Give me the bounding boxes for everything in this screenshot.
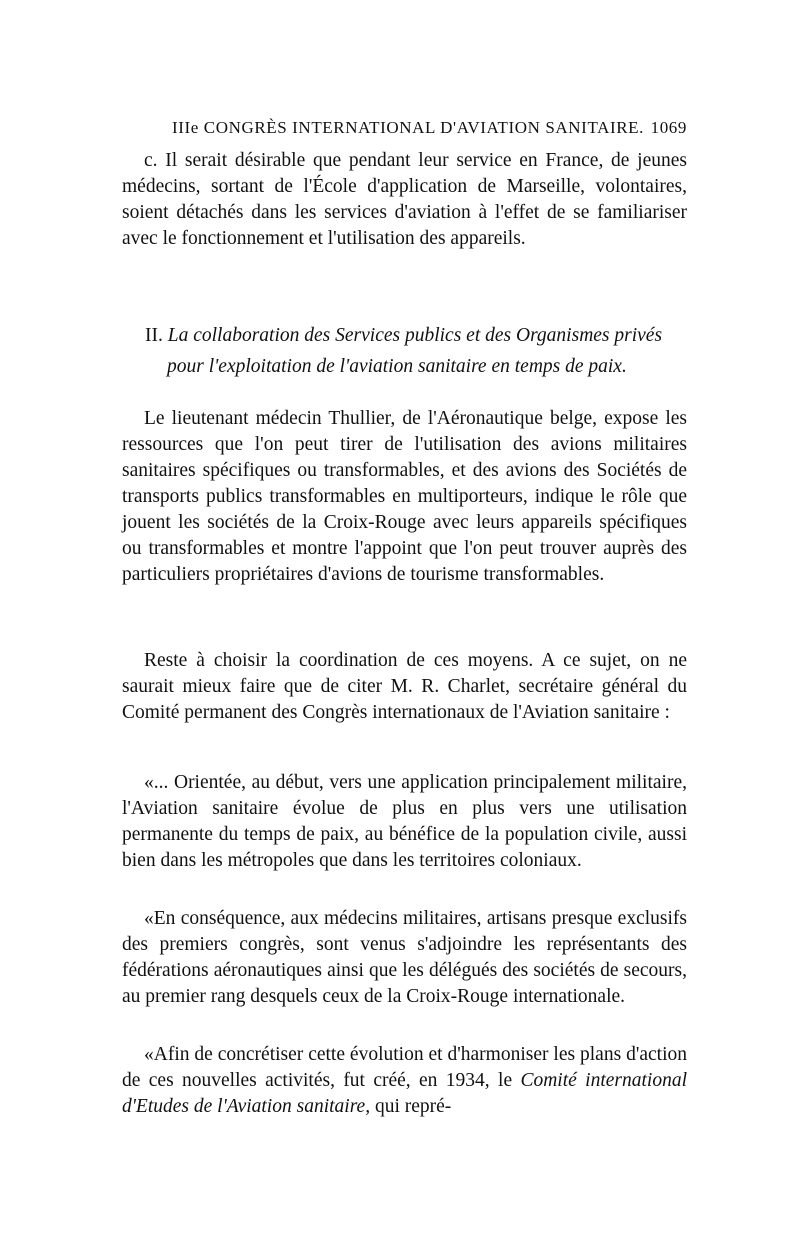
section-title-line2: pour l'exploitation de l'aviation sanitaire en temps de paix. [167,356,627,377]
paragraph-reste: Reste à choisir la coordination de ces moyens. A ce sujet, on ne saurait mieux faire que de citer M. R. Charlet, secrétaire général du Comité permanent des Congrès internationaux de l'Aviation sanitaire : [122,650,687,723]
quote-paragraph-1: «... Orientée, au début, vers une application principalement militaire, l'Aviation sanitaire évolue de plus en plus vers une utilisation permanente du temps de paix, au bénéfice de la population civile, aussi bien dans les métropoles que dans les territoires coloniaux. [122,772,687,871]
paragraph-thullier-block [122,406,687,588]
paragraph-thullier: Le lieutenant médecin Thullier, de l'Aéronautique belge, expose les ressources que l'on peut tirer de l'utilisation des avions militaires sanitaires spécifiques ou transformables, et des avions des Sociétés de transports publics transformables en multiporteurs, indique le rôle que jouent les sociétés de la Croix-Rouge avec leurs appareils spécifiques ou transformables et montre l'appoint que l'on peut trouver auprès des particuliers propriétaires d'avions de tourisme transformables. [122,408,687,585]
quote-paragraph-3 [122,1042,687,1120]
section-heading [145,320,690,382]
quote-paragraph-2: «En conséquence, aux médecins militaires, artisans presque exclusifs des premiers congrès, sont venus s'adjoindre les représentants des fédérations aéronautiques ainsi que les délégués des sociétés de secours, au premier rang desquels ceux de la Croix-Rouge internationale. [122,908,687,1007]
section-title-line1: La collaboration des Services publics et des Organismes privés [167,325,663,346]
quote-block-3 [122,1042,687,1120]
paragraph-c: c. Il serait désirable que pendant leur service en France, de jeunes médecins, sortant de l'École d'application de Marseille, volontaires, soient détachés dans les services d'aviation à l'effet de se familiariser avec le fonctionnement et l'utilisation des appareils. [122,150,687,249]
paragraph-c-block [122,148,687,252]
quote-block-2 [122,906,687,1010]
section-number: II. [145,325,163,346]
quote-3-start: «Afin de concrétiser cette évolution et d'harmoniser les plans d'action de ces nouvelles activités, fut créé, en 1934, le [122,1044,687,1091]
running-head [172,118,687,138]
paragraph-reste-block [122,648,687,726]
running-title: IIIe CONGRÈS INTERNATIONAL D'AVIATION SANITAIRE. [172,118,644,137]
quote-3-end: qui repré- [374,1096,452,1117]
quote-block-1 [122,770,687,874]
committee-name: Comité international d'Etudes de l'Aviation sanitaire, [122,1070,687,1117]
page-number: 1069 [650,118,687,137]
